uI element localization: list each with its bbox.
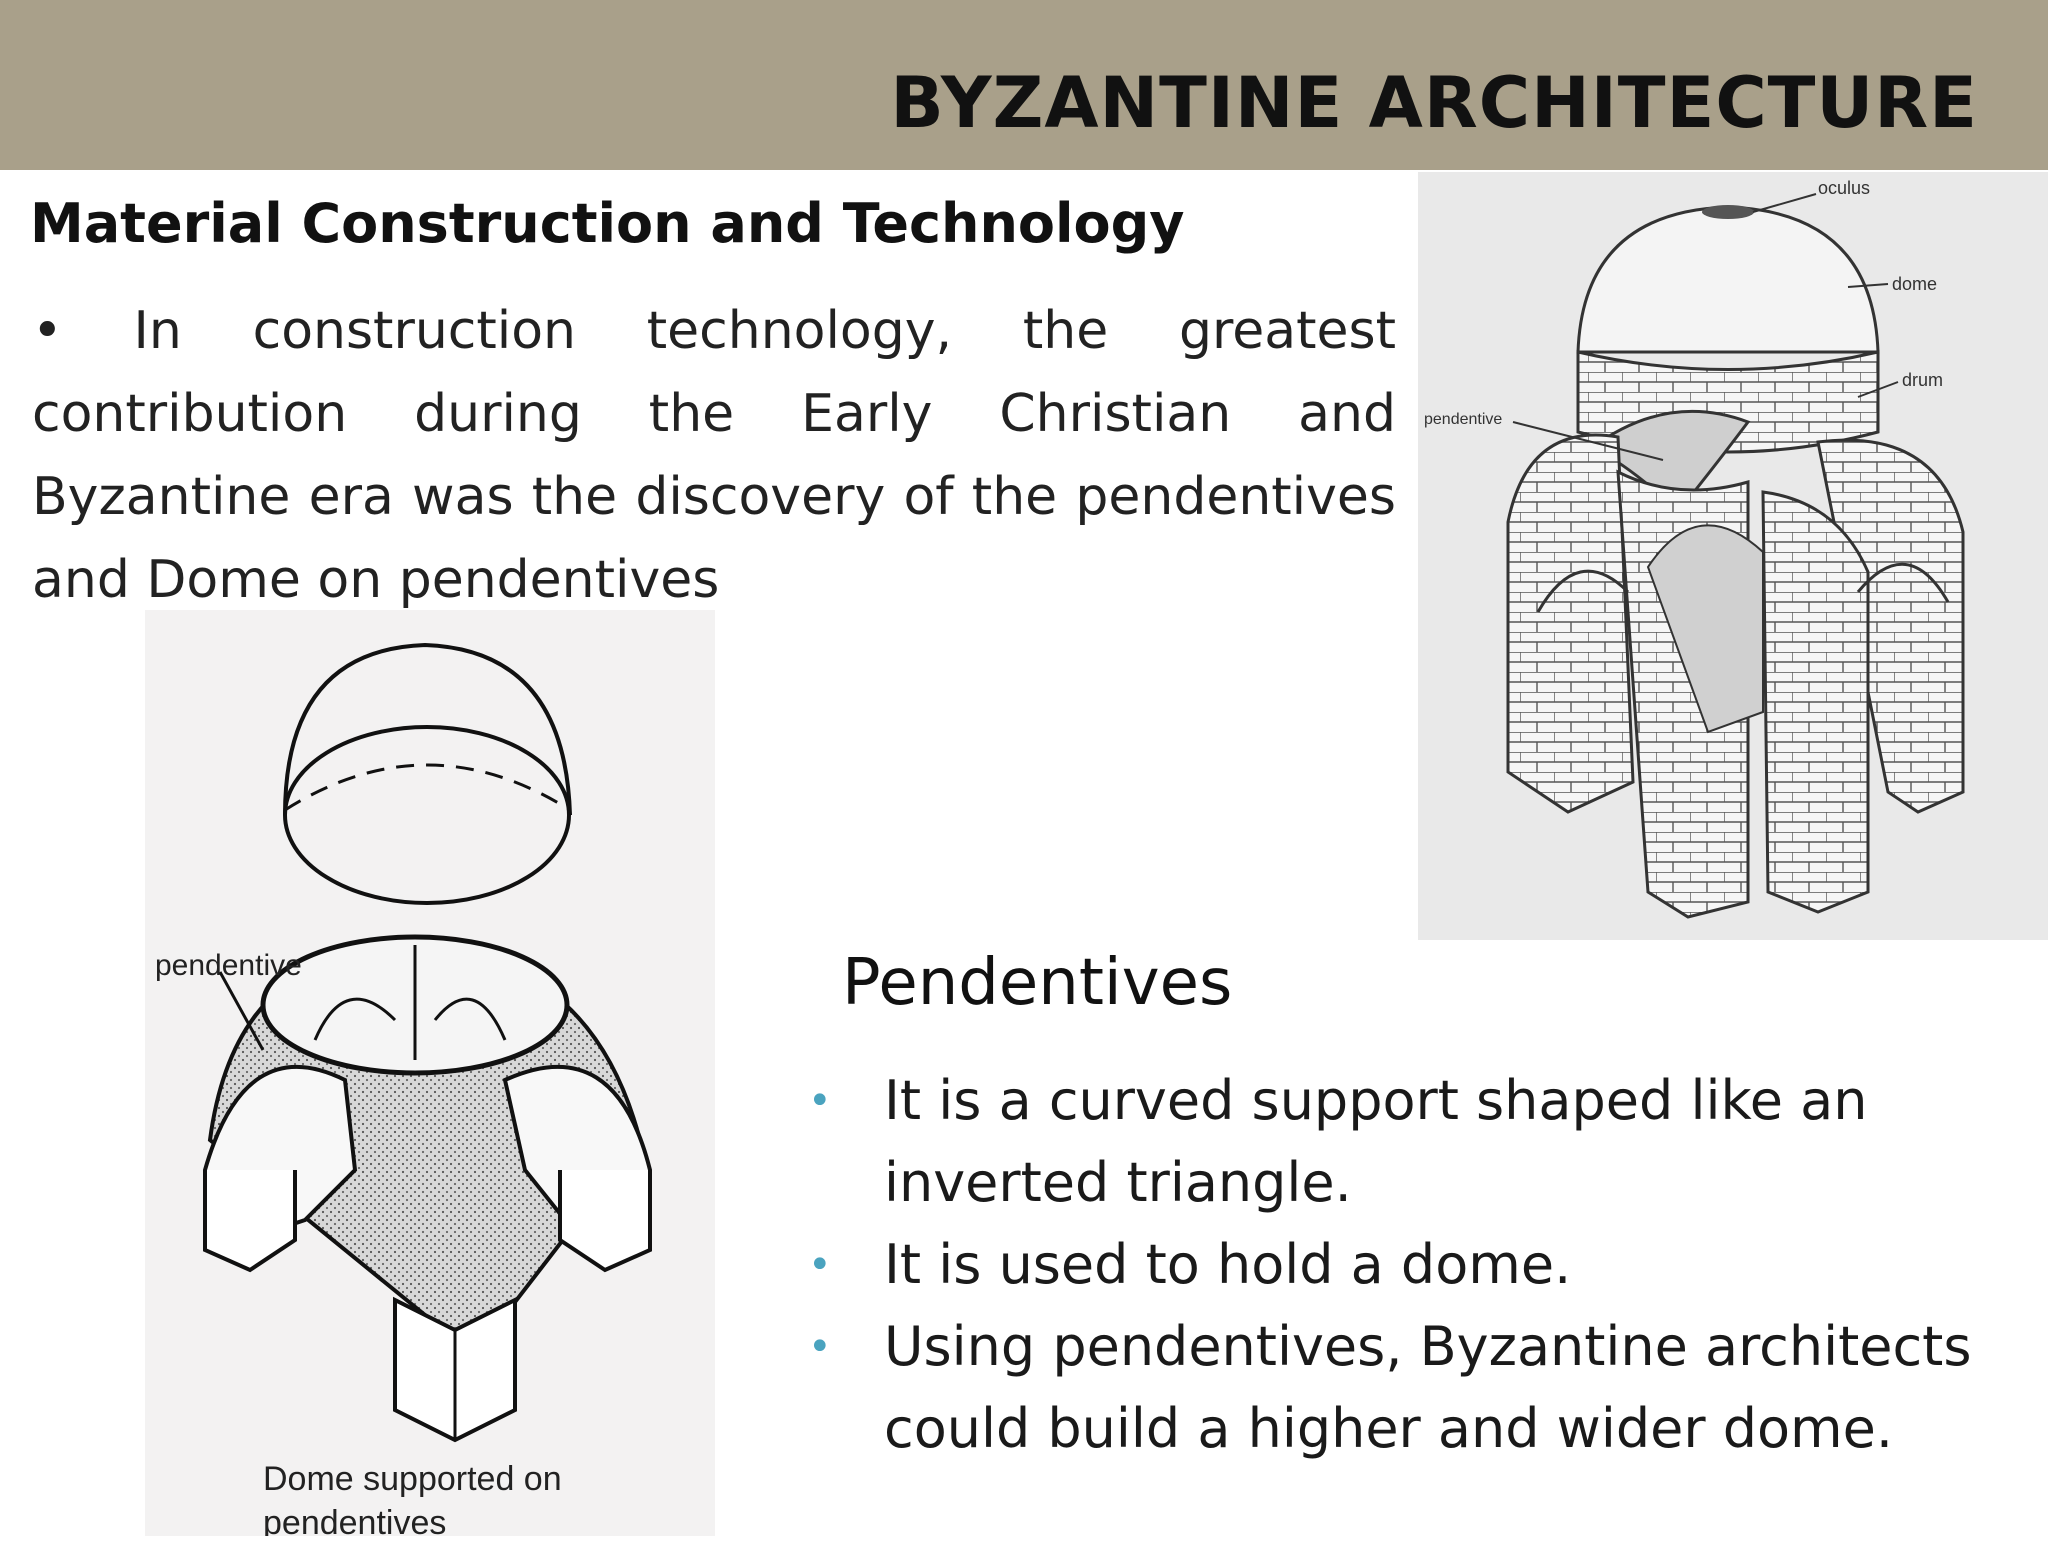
header-bar bbox=[0, 0, 2048, 170]
label-dome: dome bbox=[1892, 274, 1938, 294]
pendentives-bullet-list bbox=[800, 1060, 2030, 1470]
bullet-icon: • bbox=[808, 1078, 832, 1124]
bullet-icon: • bbox=[808, 1242, 832, 1288]
dome-on-pendentives-diagram bbox=[145, 610, 715, 1536]
label-pendentive-bottom: pendentive bbox=[155, 949, 302, 982]
label-oculus: oculus bbox=[1818, 178, 1871, 198]
pendentives-heading: Pendentives bbox=[842, 946, 1233, 1020]
bullet-text: It is used to hold a dome. bbox=[884, 1233, 1572, 1296]
bullet-text: Using pendentives, Byzantine architects could build a higher and wider dome. bbox=[884, 1315, 1972, 1460]
caption-line-2: pendentives bbox=[263, 1504, 447, 1536]
section-heading: Material Construction and Technology bbox=[30, 192, 1185, 255]
label-pendentive-top: pendentive bbox=[1424, 411, 1503, 428]
list-item bbox=[800, 1060, 2030, 1224]
bullet-text: It is a curved support shaped like an inverted triangle. bbox=[884, 1069, 1868, 1214]
label-drum: drum bbox=[1902, 370, 1944, 390]
bullet-icon: • bbox=[808, 1324, 832, 1370]
slide-title: BYZANTINE ARCHITECTURE bbox=[890, 62, 1978, 144]
list-item bbox=[800, 1224, 2030, 1306]
dome-drum-illustration bbox=[1418, 172, 2048, 940]
caption-line-1: Dome supported on bbox=[263, 1460, 562, 1498]
intro-paragraph: • In construction technology, the greatest contribution during the Early Christian and Byzantine era was the discovery of the pendentives and Dome on pendentives bbox=[32, 301, 1396, 610]
list-item bbox=[800, 1306, 2030, 1470]
dome-drum-diagram bbox=[1418, 172, 2048, 940]
dome-on-pendentives-illustration bbox=[145, 610, 715, 1536]
